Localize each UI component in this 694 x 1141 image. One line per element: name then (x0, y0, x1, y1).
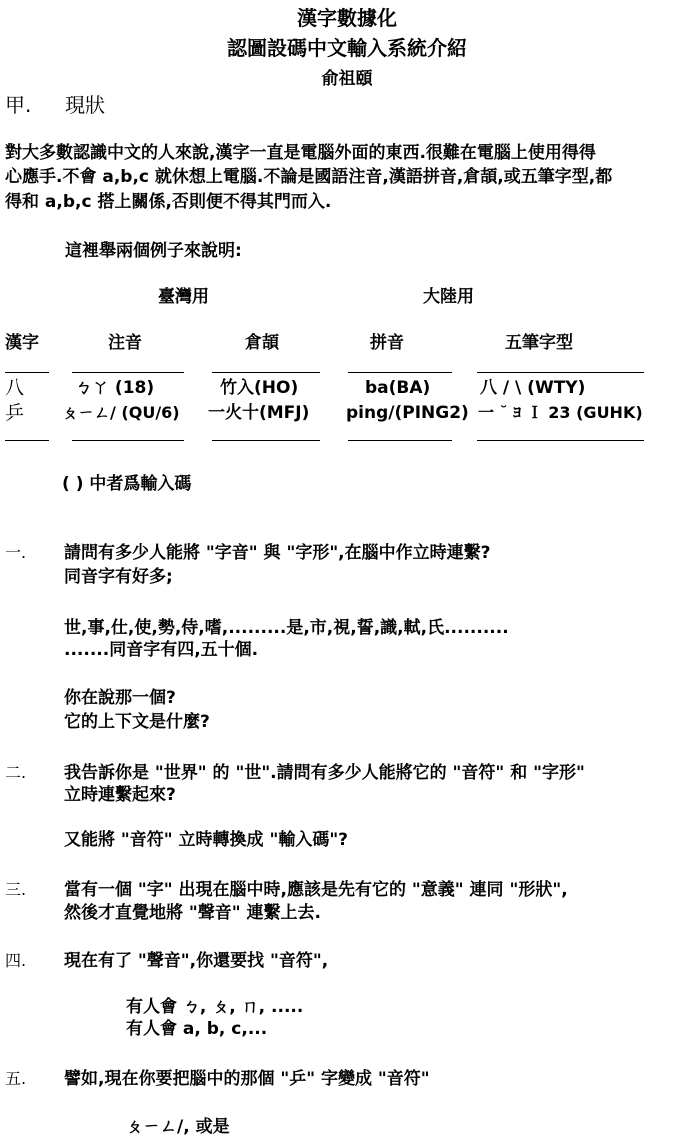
table-row-2-cangjie: 一火十(MFJ) (208, 403, 310, 423)
question-1-homophones: 世,事,仕,使,勢,侍,嗜,.........是,市,視,誓,識,軾,氏.......... (64, 618, 509, 638)
table-row-2-hanzi: 乒 (5, 402, 25, 424)
region-mainland: 大陸用 (423, 287, 474, 307)
table-row-1-zhuyin: ㄅㄚ (18) (75, 378, 155, 398)
intro-line-1: 對大多數認識中文的人來說,漢字一直是電腦外面的東西.很難在電腦上使用得得 (5, 143, 596, 163)
question-3-line-2: 然後才直覺地將 "聲音" 連繫上去. (64, 903, 322, 923)
question-4-line-2: 有人會 ㄅ, ㄆ, ㄇ, ..... (126, 997, 304, 1017)
table-row-1-hanzi: 八 (5, 377, 25, 399)
table-row-2-wubi: 一 ˘ ﾖ Ｉ 23 (GUHK) (478, 403, 643, 422)
table-rule-top-cangjie (212, 372, 320, 373)
table-row-2-zhuyin: ㄆㄧㄥ/ (QU/6) (62, 403, 180, 422)
question-4-line-1: 現在有了 "聲音",你還要找 "音符", (64, 951, 329, 971)
intro-line-2: 心應手.不會 a,b,c 就休想上電腦.不論是國語注音,漢語拼音,倉頡,或五筆字型,都 (5, 167, 613, 187)
question-1-line-1: 請問有多少人能將 "字音" 與 "字形",在腦中作立時連繫? (64, 543, 491, 563)
table-note: ( ) 中者爲輸入碼 (62, 474, 192, 494)
table-header-wubi: 五筆字型 (505, 333, 573, 353)
question-1-line-6: 它的上下文是什麼? (64, 712, 210, 732)
question-2-number: 二. (5, 763, 27, 782)
table-rule-top-wubi (477, 372, 644, 373)
table-row-1-pinyin: ba(BA) (365, 378, 431, 398)
section-title: 現狀 (65, 93, 105, 117)
table-rule-top-zhuyin (72, 372, 184, 373)
question-4-number: 四. (5, 951, 27, 970)
question-3-line-1: 當有一個 "字" 出現在腦中時,應該是先有它的 "意義" 連同 "形狀", (64, 880, 568, 900)
table-rule-top-hanzi (5, 372, 49, 373)
question-5-line-2: ㄆㄧㄥ/, 或是 (126, 1117, 230, 1137)
question-2-line-1: 我告訴你是 "世界" 的 "世".請問有多少人能將它的 "音符" 和 "字形" (64, 763, 585, 783)
question-1-line-4: .......同音字有四,五十個. (64, 640, 259, 660)
table-row-2-pinyin: ping/(PING2) (346, 403, 469, 423)
table-rule-bottom-hanzi (5, 440, 49, 441)
document-subtitle: 認圖設碼中文輸入系統介紹 (227, 36, 467, 60)
table-rule-bottom-wubi (477, 440, 644, 441)
question-1-line-2: 同音字有好多; (64, 567, 173, 587)
example-intro: 這裡舉兩個例子來說明: (65, 241, 242, 261)
document-title: 漢字數據化 (297, 6, 397, 30)
table-header-zhuyin: 注音 (108, 333, 142, 353)
table-rule-bottom-zhuyin (72, 440, 184, 441)
question-2-line-3: 又能將 "音符" 立時轉換成 "輸入碼"? (64, 830, 349, 850)
table-header-cangjie: 倉頡 (245, 333, 279, 353)
question-1-line-5: 你在說那一個? (64, 688, 176, 708)
table-header-hanzi: 漢字 (5, 333, 39, 353)
table-row-1-wubi: 八 / \ (WTY) (480, 378, 586, 398)
question-2-line-2: 立時連繫起來? (64, 785, 176, 805)
table-rule-top-pinyin (348, 372, 452, 373)
intro-line-3: 得和 a,b,c 搭上關係,否則便不得其門而入. (5, 192, 332, 212)
question-4-line-3: 有人會 a, b, c,... (126, 1019, 268, 1039)
table-row-1-cangjie: 竹入(HO) (220, 378, 299, 398)
section-label: 甲. (5, 93, 32, 117)
table-rule-bottom-pinyin (348, 440, 452, 441)
table-header-pinyin: 拼音 (370, 333, 404, 353)
question-5-line-1: 譬如,現在你要把腦中的那個 "乒" 字變成 "音符" (64, 1069, 430, 1089)
region-taiwan: 臺灣用 (158, 287, 209, 307)
table-rule-bottom-cangjie (212, 440, 320, 441)
author-name: 俞祖頤 (321, 69, 373, 89)
question-5-number: 五. (5, 1069, 27, 1088)
question-1-number: 一. (5, 543, 27, 562)
question-3-number: 三. (5, 880, 27, 899)
